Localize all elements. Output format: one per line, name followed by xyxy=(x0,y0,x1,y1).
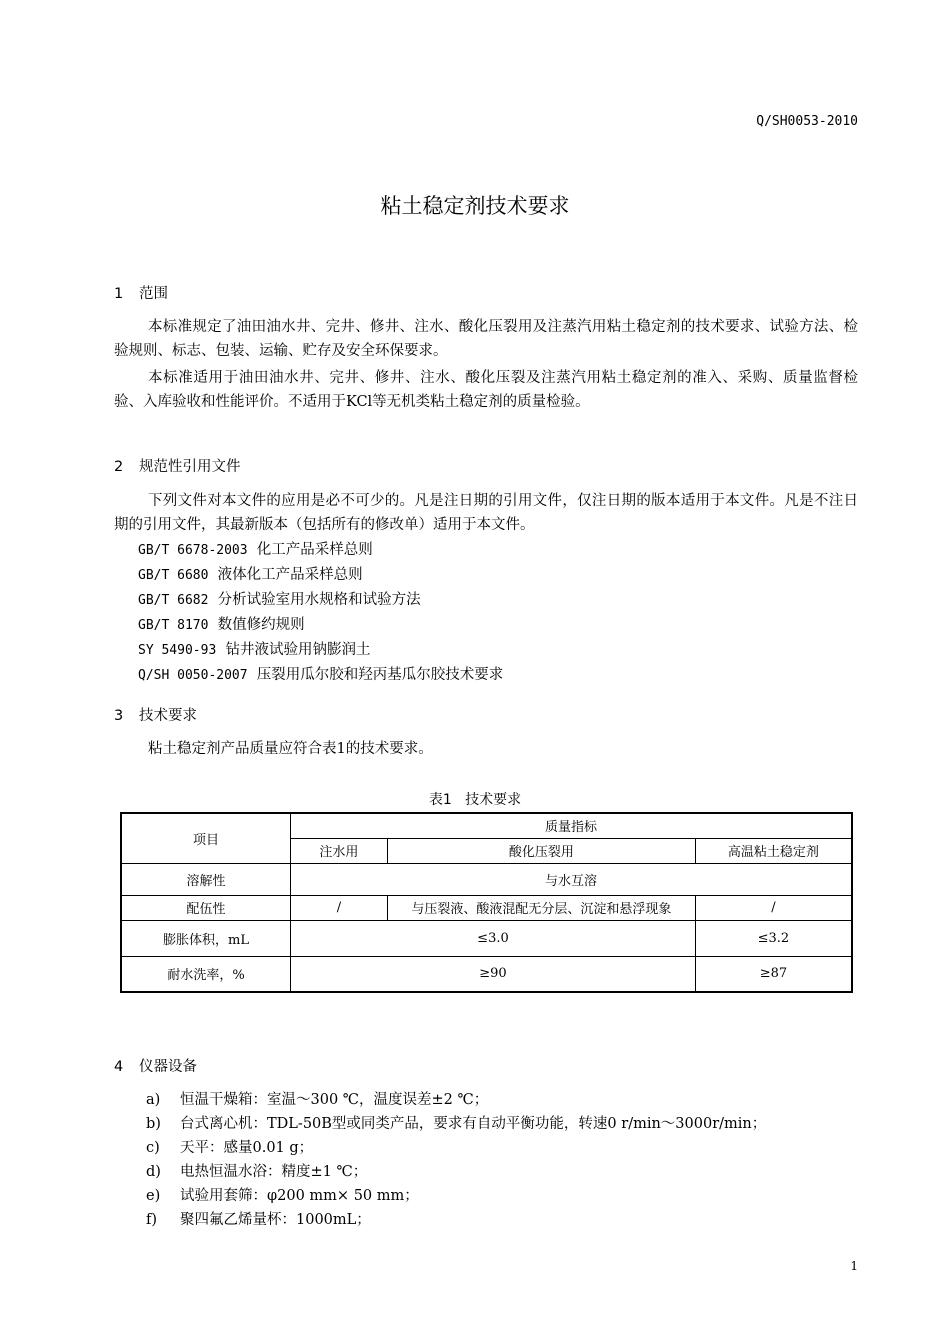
section-number: 3 xyxy=(114,708,124,724)
section-number: 4 xyxy=(114,1059,124,1075)
list-label: d) xyxy=(146,1164,161,1180)
section-title: 仪器设备 xyxy=(139,1059,197,1075)
cell-value: 与压裂液、酸液混配无分层、沉淀和悬浮现象 xyxy=(387,895,695,920)
reference-item xyxy=(138,538,503,563)
table-row xyxy=(121,956,852,992)
section-title: 规范性引用文件 xyxy=(139,459,241,475)
list-label: b) xyxy=(146,1116,161,1132)
page-number: 1 xyxy=(850,1259,858,1273)
cell-value: / xyxy=(291,895,388,920)
section-3-heading xyxy=(114,704,197,725)
list-text: 恒温干燥箱：室温～300 ℃，温度误差±2 ℃； xyxy=(180,1092,489,1108)
reference-item xyxy=(138,563,503,588)
header-quality: 质量指标 xyxy=(291,813,852,838)
reference-code: GB/T 6682 xyxy=(138,593,209,608)
subheader-high-temp: 高温粘土稳定剂 xyxy=(695,838,852,863)
list-text: 聚四氟乙烯量杯：1000mL； xyxy=(180,1212,371,1228)
table-caption: 表1 技术要求 xyxy=(428,792,522,808)
list-text: 试验用套筛：φ200 mm× 50 mm； xyxy=(180,1188,419,1204)
cell-value: / xyxy=(695,895,852,920)
reference-code: Q/SH 0050-2007 xyxy=(138,668,248,683)
tech-req-paragraph: 粘土稳定剂产品质量应符合表1的技术要求。 xyxy=(148,741,433,757)
scope-paragraph-2: 本标准适用于油田油水井、完井、修井、注水、酸化压裂及注蒸汽用粘土稳定剂的准入、采购、质量监督检验、入库验收和性能评价。不适用于KCl等无机类粘土稳定剂的质量检验。 xyxy=(114,370,858,410)
list-item xyxy=(146,1160,766,1184)
row-label: 配伍性 xyxy=(121,895,291,920)
row-label: 膨胀体积，mL xyxy=(121,920,291,956)
reference-code: GB/T 8170 xyxy=(138,618,209,633)
equipment-list xyxy=(146,1088,766,1232)
subheader-water-injection: 注水用 xyxy=(291,838,388,863)
reference-item xyxy=(138,613,503,638)
list-label: a) xyxy=(146,1092,161,1108)
list-item xyxy=(146,1136,766,1160)
section-title: 范围 xyxy=(139,286,168,302)
list-item xyxy=(146,1112,766,1136)
table-header-row xyxy=(121,813,852,838)
cell-value: ≤3.0 xyxy=(291,920,696,956)
list-label: e) xyxy=(146,1188,161,1204)
section-4-heading xyxy=(114,1055,197,1076)
reference-code: GB/T 6680 xyxy=(138,568,209,583)
section-title: 技术要求 xyxy=(139,708,197,724)
reference-item xyxy=(138,638,503,663)
row-label: 溶解性 xyxy=(121,863,291,895)
row-label: 耐水洗率，% xyxy=(121,956,291,992)
table-row xyxy=(121,863,852,895)
list-text: 台式离心机：TDL-50B型或同类产品，要求有自动平衡功能，转速0 r/min～3000r/min； xyxy=(180,1116,767,1132)
reference-name: 压裂用瓜尔胶和羟丙基瓜尔胶技术要求 xyxy=(256,667,504,683)
reference-name: 液体化工产品采样总则 xyxy=(217,567,363,583)
list-text: 电热恒温水浴：精度±1 ℃； xyxy=(180,1164,368,1180)
reference-code: GB/T 6678-2003 xyxy=(138,543,248,558)
cell-value: ≥87 xyxy=(695,956,852,992)
scope-paragraph-1: 本标准规定了油田油水井、完井、修井、注水、酸化压裂用及注蒸汽用粘土稳定剂的技术要求、试验方法、检验规则、标志、包装、运输、贮存及安全环保要求。 xyxy=(114,319,858,359)
list-item xyxy=(146,1184,766,1208)
reference-list xyxy=(138,538,503,688)
reference-name: 数值修约规则 xyxy=(217,617,305,633)
section-2-heading xyxy=(114,455,241,476)
reference-code: SY 5490-93 xyxy=(138,643,217,658)
list-item xyxy=(146,1208,766,1232)
list-item xyxy=(146,1088,766,1112)
document-title: 粘土稳定剂技术要求 xyxy=(380,194,570,218)
references-intro: 下列文件对本文件的应用是必不可少的。凡是注日期的引用文件，仅注日期的版本适用于本文件。凡是不注日期的引用文件，其最新版本（包括所有的修改单）适用于本文件。 xyxy=(114,493,858,533)
document-code: Q/SH0053-2010 xyxy=(756,114,858,129)
section-number: 2 xyxy=(114,459,124,475)
cell-value: ≤3.2 xyxy=(695,920,852,956)
cell-value: 与水互溶 xyxy=(291,863,852,895)
reference-item xyxy=(138,663,503,688)
section-number: 1 xyxy=(114,286,124,302)
list-label: f) xyxy=(146,1212,158,1228)
list-text: 天平：感量0.01 g； xyxy=(180,1140,314,1156)
requirements-table xyxy=(120,812,853,993)
reference-name: 钻井液试验用钠膨润土 xyxy=(225,642,371,658)
section-1-heading xyxy=(114,282,168,303)
cell-value: ≥90 xyxy=(291,956,696,992)
reference-item xyxy=(138,588,503,613)
header-item: 项目 xyxy=(121,813,291,863)
subheader-acid-fracturing: 酸化压裂用 xyxy=(387,838,695,863)
table-row xyxy=(121,920,852,956)
table-row xyxy=(121,895,852,920)
reference-name: 化工产品采样总则 xyxy=(256,542,373,558)
list-label: c) xyxy=(146,1140,160,1156)
reference-name: 分析试验室用水规格和试验方法 xyxy=(217,592,421,608)
